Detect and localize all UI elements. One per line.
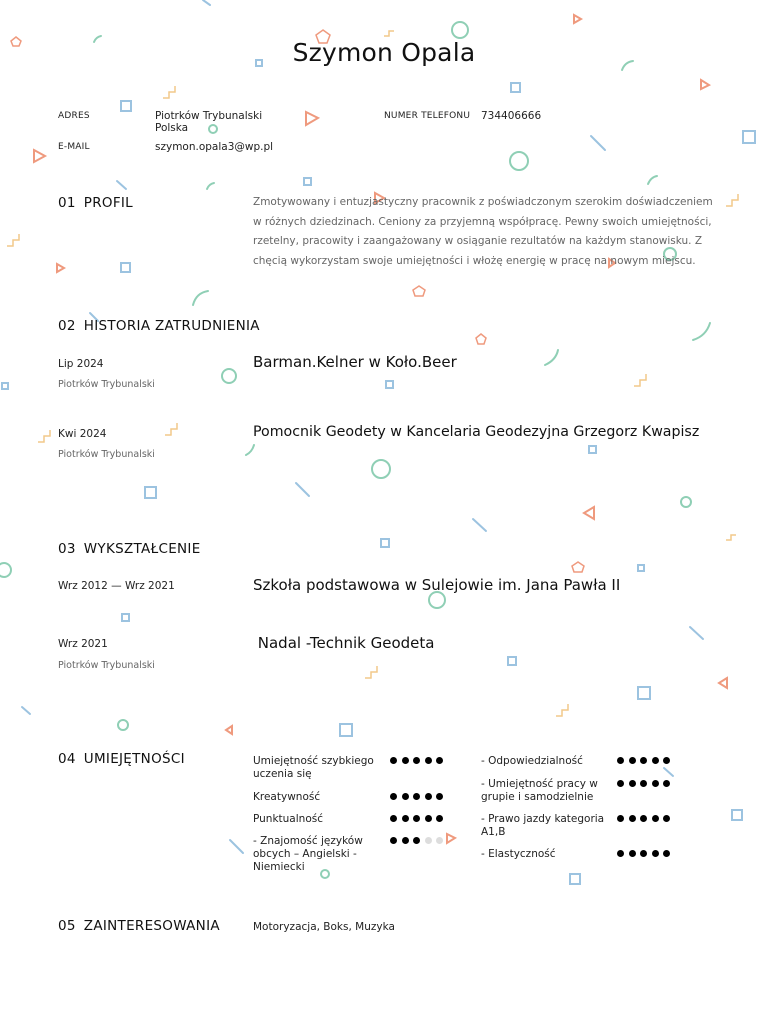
section-heading-interests — [58, 918, 220, 934]
employment-location: Piotrków Trybunalski — [58, 379, 155, 390]
phone-value: 734406666 — [481, 110, 542, 122]
rating-dot-filled — [617, 815, 624, 822]
section-number: 04 — [58, 751, 76, 767]
rating-dot-filled — [652, 780, 659, 787]
rating-dot-filled — [629, 815, 636, 822]
section-number: 03 — [58, 541, 76, 557]
rating-dot-filled — [617, 780, 624, 787]
interests-list: Motoryzacja, Boks, Muzyka — [253, 921, 395, 933]
rating-dot-filled — [402, 793, 409, 800]
rating-dot-filled — [640, 780, 647, 787]
skill-rating — [390, 837, 443, 844]
section-number: 02 — [58, 318, 76, 334]
employment-title: Pomocnik Geodety w Kancelaria Geodezyjna Grzegorz Kwapisz — [253, 424, 700, 440]
skill-name: - Odpowiedzialność — [481, 755, 583, 767]
rating-dot-filled — [425, 757, 432, 764]
rating-dot-filled — [413, 793, 420, 800]
rating-dot-filled — [652, 850, 659, 857]
rating-dot-filled — [425, 793, 432, 800]
skill-rating — [390, 815, 443, 822]
profile-summary: Zmotywowany i entuzjastyczny pracownik z poświadczonym szerokim doświadczeniem w różnych dziedzinach. Ceniony za przyjemną współpracę. Pewny swoich umiejętności, rzetelny, pracowity i zaangażowany w osiąganie rezultatów na każdym stanowisku. Z chęcią wykorzystam swoje umiejętności i włożę energię w pracę na nowym miejscu. — [253, 196, 713, 267]
skill-rating — [617, 850, 670, 857]
rating-dot-filled — [402, 757, 409, 764]
section-number: 01 — [58, 195, 76, 211]
address-line2: Polska — [155, 122, 189, 134]
rating-dot-filled — [629, 780, 636, 787]
section-title: ZAINTERESOWANIA — [83, 918, 220, 934]
education-title: Szkoła podstawowa w Sulejowie im. Jana Pawła II — [253, 576, 621, 594]
section-title: UMIEJĘTNOŚCI — [83, 751, 185, 767]
address-label: ADRES — [58, 111, 90, 121]
section-heading-employment — [58, 318, 260, 334]
rating-dot-filled — [629, 757, 636, 764]
rating-dot-filled — [413, 837, 420, 844]
skill-rating — [617, 815, 670, 822]
rating-dot-filled — [413, 815, 420, 822]
rating-dot-filled — [617, 850, 624, 857]
skill-rating — [390, 793, 443, 800]
skill-rating — [617, 757, 670, 764]
section-title: WYKSZTAŁCENIE — [83, 541, 201, 557]
address-line1: Piotrków Trybunalski — [155, 110, 263, 122]
skill-name: - Umiejętność pracy w grupie i samodzielnie — [481, 778, 598, 803]
rating-dot-filled — [436, 757, 443, 764]
rating-dot-filled — [663, 815, 670, 822]
rating-dot-filled — [390, 757, 397, 764]
skill-name: Umiejętność szybkiego uczenia się — [253, 755, 374, 780]
rating-dot-empty — [436, 837, 443, 844]
rating-dot-empty — [425, 837, 432, 844]
employment-location: Piotrków Trybunalski — [58, 449, 155, 460]
employment-date: Lip 2024 — [58, 358, 104, 370]
email-value: szymon.opala3@wp.pl — [155, 141, 274, 153]
rating-dot-filled — [617, 757, 624, 764]
section-heading-education — [58, 541, 201, 557]
rating-dot-filled — [390, 815, 397, 822]
rating-dot-filled — [652, 757, 659, 764]
education-date: Wrz 2012 — Wrz 2021 — [58, 580, 175, 592]
rating-dot-filled — [640, 815, 647, 822]
employment-date: Kwi 2024 — [58, 428, 107, 440]
rating-dot-filled — [640, 757, 647, 764]
rating-dot-filled — [413, 757, 420, 764]
rating-dot-filled — [640, 850, 647, 857]
skill-name: Kreatywność — [253, 791, 321, 803]
education-location: Piotrków Trybunalski — [58, 660, 155, 671]
rating-dot-filled — [436, 815, 443, 822]
employment-title: Barman.Kelner w Koło.Beer — [253, 353, 457, 371]
skill-name: Punktualność — [253, 813, 323, 825]
rating-dot-filled — [390, 793, 397, 800]
rating-dot-filled — [629, 850, 636, 857]
rating-dot-filled — [663, 757, 670, 764]
candidate-name: Szymon Opala — [292, 38, 476, 67]
rating-dot-filled — [652, 815, 659, 822]
section-title: PROFIL — [83, 195, 133, 211]
skill-name: - Znajomość języków obcych – Angielski - Niemiecki — [253, 835, 363, 873]
rating-dot-filled — [663, 850, 670, 857]
skill-rating — [390, 757, 443, 764]
rating-dot-filled — [390, 837, 397, 844]
section-title: HISTORIA ZATRUDNIENIA — [83, 318, 260, 334]
rating-dot-filled — [436, 793, 443, 800]
education-title: Nadal -Technik Geodeta — [253, 634, 435, 652]
skill-name: - Elastyczność — [481, 848, 556, 860]
rating-dot-filled — [425, 815, 432, 822]
section-number: 05 — [58, 918, 76, 934]
skill-name: - Prawo jazdy kategoria A1,B — [481, 813, 605, 838]
section-heading-profile — [58, 195, 133, 211]
rating-dot-filled — [402, 837, 409, 844]
education-date: Wrz 2021 — [58, 638, 108, 650]
section-heading-skills — [58, 751, 185, 767]
email-label: E-MAIL — [58, 142, 90, 152]
phone-label: NUMER TELEFONU — [384, 111, 471, 121]
rating-dot-filled — [663, 780, 670, 787]
skill-rating — [617, 780, 670, 787]
rating-dot-filled — [402, 815, 409, 822]
